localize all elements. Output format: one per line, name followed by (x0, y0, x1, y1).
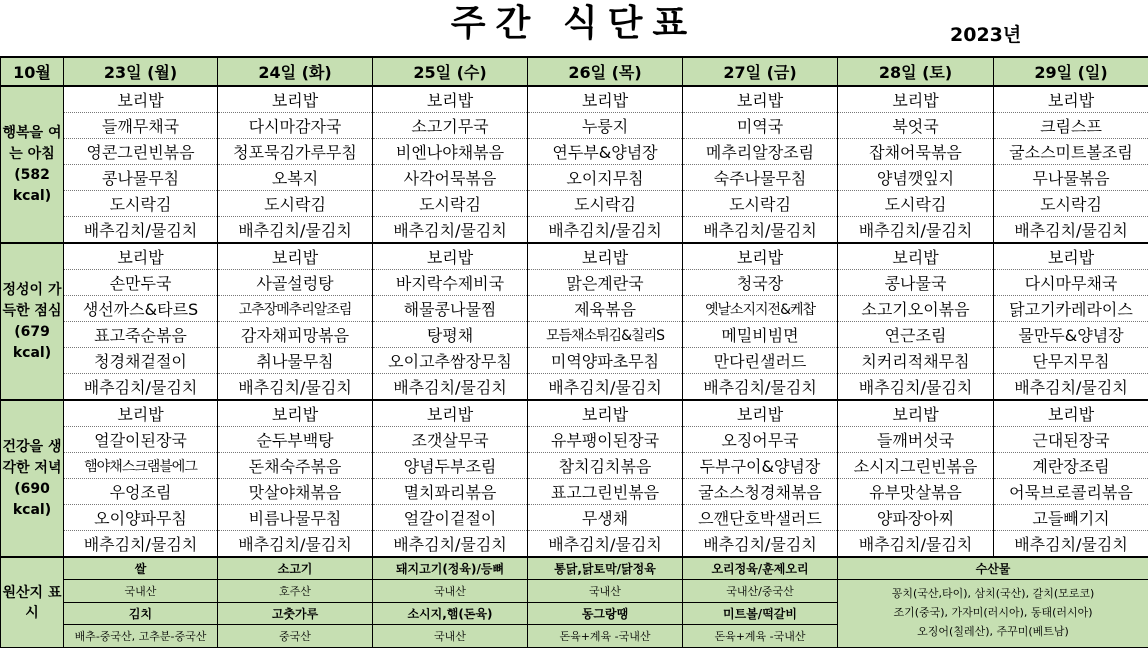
seafood-line: 오징어(칠레산), 주꾸미(베트남) (917, 625, 1069, 638)
menu-item: 배추김치/물김치 (218, 374, 373, 401)
menu-item: 배추김치/물김치 (218, 217, 373, 244)
menu-item: 배추김치/물김치 (373, 531, 528, 558)
origin-country: 중국산 (218, 625, 373, 648)
menu-item: 청포묵김가루무침 (218, 139, 373, 165)
menu-item: 배추김치/물김치 (528, 531, 683, 558)
menu-item: 보리밥 (683, 86, 838, 113)
menu-item: 오이양파무침 (64, 505, 218, 531)
menu-item: 북엇국 (838, 113, 994, 139)
menu-item: 보리밥 (838, 243, 994, 270)
menu-item: 두부구이&양념장 (683, 453, 838, 479)
menu-item: 배추김치/물김치 (683, 217, 838, 244)
day-header: 27일 (금) (683, 57, 838, 86)
menu-item: 배추김치/물김치 (373, 374, 528, 401)
menu-item: 양파장아찌 (838, 505, 994, 531)
month-header: 10월 (1, 57, 64, 86)
origin-item-name: 쌀 (64, 557, 218, 580)
seafood-line: 꽁치(국산,타이), 삼치(국산), 갈치(모로코) (891, 587, 1095, 600)
menu-item: 콩나물무침 (64, 165, 218, 191)
menu-row (1, 270, 1148, 296)
menu-item: 굴소스청경채볶음 (683, 479, 838, 505)
menu-item: 보리밥 (683, 400, 838, 427)
menu-item: 오이지무침 (528, 165, 683, 191)
menu-item: 누룽지 (528, 113, 683, 139)
menu-item: 도시락김 (683, 191, 838, 217)
menu-item: 탕평채 (373, 322, 528, 348)
menu-item: 도시락김 (64, 191, 218, 217)
menu-item: 어묵브로콜리볶음 (994, 479, 1148, 505)
origin-item-name: 소고기 (218, 557, 373, 580)
menu-item: 돈채숙주볶음 (218, 453, 373, 479)
menu-item: 보리밥 (64, 243, 218, 270)
menu-item: 해물콩나물찜 (373, 296, 528, 322)
menu-item: 배추김치/물김치 (994, 374, 1148, 401)
origin-row (1, 580, 1148, 603)
menu-item: 메밀비빔면 (683, 322, 838, 348)
menu-item: 배추김치/물김치 (838, 217, 994, 244)
day-header: 26일 (목) (528, 57, 683, 86)
origin-country: 호주산 (218, 580, 373, 603)
menu-item: 조갯살무국 (373, 427, 528, 453)
menu-row (1, 400, 1148, 427)
menu-item: 배추김치/물김치 (64, 531, 218, 558)
menu-item: 비름나물무침 (218, 505, 373, 531)
menu-item: 제육볶음 (528, 296, 683, 322)
menu-item: 배추김치/물김치 (994, 531, 1148, 558)
menu-item: 무생채 (528, 505, 683, 531)
menu-item: 단무지무침 (994, 348, 1148, 374)
day-header: 29일 (일) (994, 57, 1148, 86)
menu-row (1, 322, 1148, 348)
menu-item: 오이고추쌈장무침 (373, 348, 528, 374)
menu-item: 잡채어묵볶음 (838, 139, 994, 165)
origin-item-name: 오리정육/훈제오리 (683, 557, 838, 580)
menu-item: 미역국 (683, 113, 838, 139)
menu-item: 보리밥 (994, 400, 1148, 427)
menu-item: 모듬채소튀김&칠리S (528, 322, 683, 348)
menu-item: 들깨버섯국 (838, 427, 994, 453)
menu-item: 도시락김 (838, 191, 994, 217)
day-header: 23일 (월) (64, 57, 218, 86)
menu-item: 크림스프 (994, 113, 1148, 139)
origin-item-name: 통닭,닭토막/닭정육 (528, 557, 683, 580)
menu-item: 배추김치/물김치 (218, 531, 373, 558)
menu-item: 배추김치/물김치 (528, 374, 683, 401)
menu-item: 치커리적채무침 (838, 348, 994, 374)
menu-item: 배추김치/물김치 (64, 217, 218, 244)
menu-item: 오복지 (218, 165, 373, 191)
menu-item: 보리밥 (838, 86, 994, 113)
menu-row (1, 348, 1148, 374)
meal-label: 정성이 가득한 점심 (679 kcal) (1, 243, 64, 400)
menu-item: 생선까스&타르S (64, 296, 218, 322)
menu-row (1, 86, 1148, 113)
menu-item: 오징어무국 (683, 427, 838, 453)
menu-item: 소시지그린빈볶음 (838, 453, 994, 479)
menu-item: 보리밥 (373, 243, 528, 270)
menu-item: 보리밥 (373, 86, 528, 113)
menu-item: 소고기무국 (373, 113, 528, 139)
origin-item-name: 고춧가루 (218, 603, 373, 625)
menu-item: 보리밥 (218, 400, 373, 427)
menu-item: 청경채겉절이 (64, 348, 218, 374)
menu-item: 들깨무채국 (64, 113, 218, 139)
menu-item: 취나물무침 (218, 348, 373, 374)
menu-item: 콩나물국 (838, 270, 994, 296)
header-row (1, 57, 1148, 86)
menu-item: 배추김치/물김치 (838, 374, 994, 401)
menu-item: 메추리알장조림 (683, 139, 838, 165)
menu-item: 닭고기카레라이스 (994, 296, 1148, 322)
menu-item: 배추김치/물김치 (683, 531, 838, 558)
menu-item: 옛날소지지전&케찹 (683, 296, 838, 322)
menu-item: 보리밥 (528, 86, 683, 113)
day-header: 25일 (수) (373, 57, 528, 86)
menu-item: 도시락김 (218, 191, 373, 217)
menu-item: 보리밥 (373, 400, 528, 427)
year-label: 2023년 (950, 24, 1022, 46)
menu-row (1, 531, 1148, 558)
menu-item: 도시락김 (373, 191, 528, 217)
menu-item: 배추김치/물김치 (64, 374, 218, 401)
seafood-origins (838, 580, 1148, 648)
menu-row (1, 505, 1148, 531)
menu-item: 비엔나야채볶음 (373, 139, 528, 165)
menu-item: 만다린샐러드 (683, 348, 838, 374)
menu-item: 손만두국 (64, 270, 218, 296)
menu-item: 감자채피망볶음 (218, 322, 373, 348)
origin-country: 배추-중국산, 고추분-중국산 (64, 625, 218, 648)
menu-row (1, 165, 1148, 191)
menu-row (1, 427, 1148, 453)
menu-item: 보리밥 (218, 86, 373, 113)
origin-row (1, 557, 1148, 580)
origin-item-name: 소시지,햄(돈육) (373, 603, 528, 625)
menu-item: 보리밥 (528, 400, 683, 427)
menu-row (1, 453, 1148, 479)
menu-item: 보리밥 (64, 400, 218, 427)
menu-item: 보리밥 (528, 243, 683, 270)
origin-country: 돈육+계육 -국내산 (683, 625, 838, 648)
menu-item: 양념두부조림 (373, 453, 528, 479)
menu-item: 맑은계란국 (528, 270, 683, 296)
menu-item: 도시락김 (994, 191, 1148, 217)
menu-item: 무나물볶음 (994, 165, 1148, 191)
menu-item: 유부팽이된장국 (528, 427, 683, 453)
menu-item: 고들빼기지 (994, 505, 1148, 531)
origin-country: 국내산 (528, 580, 683, 603)
menu-item: 보리밥 (994, 243, 1148, 270)
menu-item: 얼갈이된장국 (64, 427, 218, 453)
menu-item: 도시락김 (528, 191, 683, 217)
menu-item: 얼갈이겉절이 (373, 505, 528, 531)
origin-item-name: 김치 (64, 603, 218, 625)
day-header: 28일 (토) (838, 57, 994, 86)
menu-item: 햄야채스크램블에그 (64, 453, 218, 479)
menu-table (0, 56, 1148, 648)
origin-label: 원산지 표시 (1, 557, 64, 648)
menu-item: 소고기오이볶음 (838, 296, 994, 322)
menu-row (1, 113, 1148, 139)
menu-item: 배추김치/물김치 (528, 217, 683, 244)
menu-item: 사골설렁탕 (218, 270, 373, 296)
menu-item: 배추김치/물김치 (994, 217, 1148, 244)
menu-item: 다시마무채국 (994, 270, 1148, 296)
menu-item: 배추김치/물김치 (838, 531, 994, 558)
seafood-line: 조기(중국), 가자미(러시아), 동태(러시아) (893, 606, 1093, 619)
menu-item: 유부맛살볶음 (838, 479, 994, 505)
menu-item: 근대된장국 (994, 427, 1148, 453)
menu-row (1, 479, 1148, 505)
menu-row (1, 191, 1148, 217)
menu-item: 계란장조림 (994, 453, 1148, 479)
origin-item-name: 동그랑땡 (528, 603, 683, 625)
menu-item: 바지락수제비국 (373, 270, 528, 296)
menu-item: 연근조림 (838, 322, 994, 348)
origin-country: 돈육+계육 -국내산 (528, 625, 683, 648)
menu-item: 배추김치/물김치 (373, 217, 528, 244)
menu-item: 배추김치/물김치 (683, 374, 838, 401)
menu-item: 맛살야채볶음 (218, 479, 373, 505)
menu-item: 물만두&양념장 (994, 322, 1148, 348)
menu-item: 고추장메추리알조림 (218, 296, 373, 322)
origin-country: 국내산/중국산 (683, 580, 838, 603)
menu-item: 미역양파초무침 (528, 348, 683, 374)
menu-item: 연두부&양념장 (528, 139, 683, 165)
origin-country: 국내산 (373, 625, 528, 648)
menu-item: 순두부백탕 (218, 427, 373, 453)
menu-row (1, 139, 1148, 165)
menu-row (1, 374, 1148, 401)
menu-row (1, 243, 1148, 270)
menu-item: 표고죽순볶음 (64, 322, 218, 348)
menu-item: 으깬단호박샐러드 (683, 505, 838, 531)
menu-item: 숙주나물무침 (683, 165, 838, 191)
menu-item: 영콘그린빈볶음 (64, 139, 218, 165)
menu-row (1, 296, 1148, 322)
day-header: 24일 (화) (218, 57, 373, 86)
menu-row (1, 217, 1148, 244)
menu-item: 멸치꽈리볶음 (373, 479, 528, 505)
meal-label: 행복을 여는 아침 (582 kcal) (1, 86, 64, 243)
menu-item: 보리밥 (838, 400, 994, 427)
menu-item: 보리밥 (683, 243, 838, 270)
origin-country: 국내산 (64, 580, 218, 603)
page-title: 주간 식단표 (450, 3, 698, 44)
origin-item-name: 미트볼/떡갈비 (683, 603, 838, 625)
seafood-header: 수산물 (838, 557, 1148, 580)
origin-country: 국내산 (373, 580, 528, 603)
menu-item: 우엉조림 (64, 479, 218, 505)
menu-item: 사각어묵볶음 (373, 165, 528, 191)
menu-item: 참치김치볶음 (528, 453, 683, 479)
menu-item: 다시마감자국 (218, 113, 373, 139)
origin-item-name: 돼지고기(정육)/등뼈 (373, 557, 528, 580)
menu-item: 굴소스미트볼조림 (994, 139, 1148, 165)
menu-item: 청국장 (683, 270, 838, 296)
menu-item: 표고그린빈볶음 (528, 479, 683, 505)
menu-item: 보리밥 (64, 86, 218, 113)
menu-item: 보리밥 (994, 86, 1148, 113)
menu-item: 보리밥 (218, 243, 373, 270)
menu-item: 양념깻잎지 (838, 165, 994, 191)
meal-label: 건강을 생각한 저녁 (690 kcal) (1, 400, 64, 557)
